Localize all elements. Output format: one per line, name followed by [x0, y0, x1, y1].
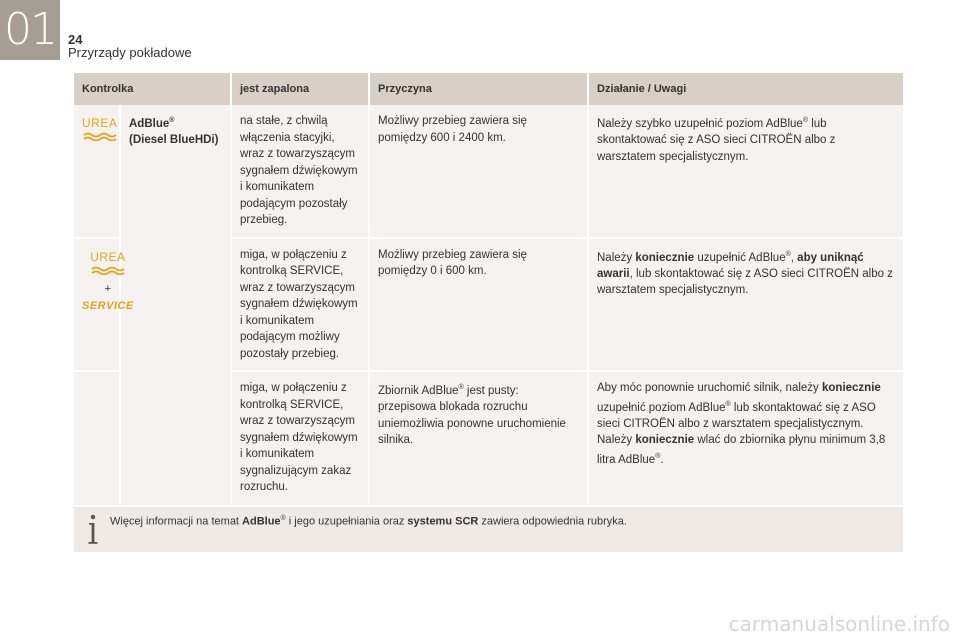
warning-engine: (Diesel BlueHDi) [129, 134, 219, 147]
state-cell: miga, w połączeniu z kontrolką SERVICE, wraz z towarzyszącym sygnałem dźwiękowym i komunikatem podającym możliwy pozostały przebieg. [232, 239, 370, 373]
section-title: Przyrządy pokładowe [68, 45, 192, 60]
column-header-state: jest zapalona [232, 73, 370, 105]
action-cell: Aby móc ponownie uruchomić silnik, należy koniecznie uzupełnić poziom AdBlue® lub skontaktować się z ASO sieci CITROËN albo z warsztatem specjalistycznym. Należy koniecznie wlać do zbiornika płynu minimum 3,8 litra AdBlue®. [589, 372, 903, 507]
warning-name-cell: AdBlue® (Diesel BlueHDi) [121, 105, 232, 507]
column-header-action: Działanie / Uwagi [589, 73, 903, 105]
icon-cell [74, 105, 121, 239]
cause-cell: Możliwy przebieg zawiera się pomiędzy 600 i 2400 km. [370, 105, 589, 239]
action-cell: Należy szybko uzupełnić poziom AdBlue® lub skontaktować się z ASO sieci CITROËN albo z warsztatem specjalistycznym. [589, 105, 903, 239]
urea-warning-icon: UREA [82, 117, 117, 147]
state-cell: miga, w połączeniu z kontrolką SERVICE, wraz z towarzyszącym sygnałem dźwiękowym i komunikatem sygnalizującym zakaz rozruchu. [232, 372, 370, 507]
info-note [74, 507, 903, 552]
page-number: 24 [68, 32, 83, 47]
table-row [74, 105, 903, 239]
warning-lights-table [74, 73, 903, 507]
info-icon [86, 513, 100, 547]
cause-cell: Możliwy przebieg zawiera się pomiędzy 0 i 600 km. [370, 239, 589, 373]
watermark: carmanualsonline.info [728, 612, 950, 636]
column-header-kontrolka: Kontrolka [74, 73, 232, 105]
state-cell: na stałe, z chwilą włączenia stacyjki, wraz z towarzyszącym sygnałem dźwiękowym i komunikatem podającym pozostały przebieg. [232, 105, 370, 239]
action-cell: Należy koniecznie uzupełnić AdBlue®, aby uniknąć awarii, lub skontaktować się z ASO sieci CITROËN albo z warsztatem specjalistycznym. [589, 239, 903, 373]
warning-name: AdBlue [129, 117, 170, 130]
icon-cell-empty [74, 372, 121, 507]
info-text: Więcej informacji na temat AdBlue® i jego uzupełniania oraz systemu SCR zawiera odpowiednia rubryka. [110, 515, 627, 528]
icon-cell [74, 239, 134, 373]
urea-service-warning-icon: UREA + SERVICE [82, 249, 134, 312]
column-header-cause: Przyczyna [370, 73, 589, 105]
chapter-number: 01 [0, 0, 60, 60]
cause-cell: Zbiornik AdBlue® jest pusty: przepisowa blokada rozruchu uniemożliwia ponowne uruchomienie silnika. [370, 372, 589, 507]
table-header-row [74, 73, 903, 105]
